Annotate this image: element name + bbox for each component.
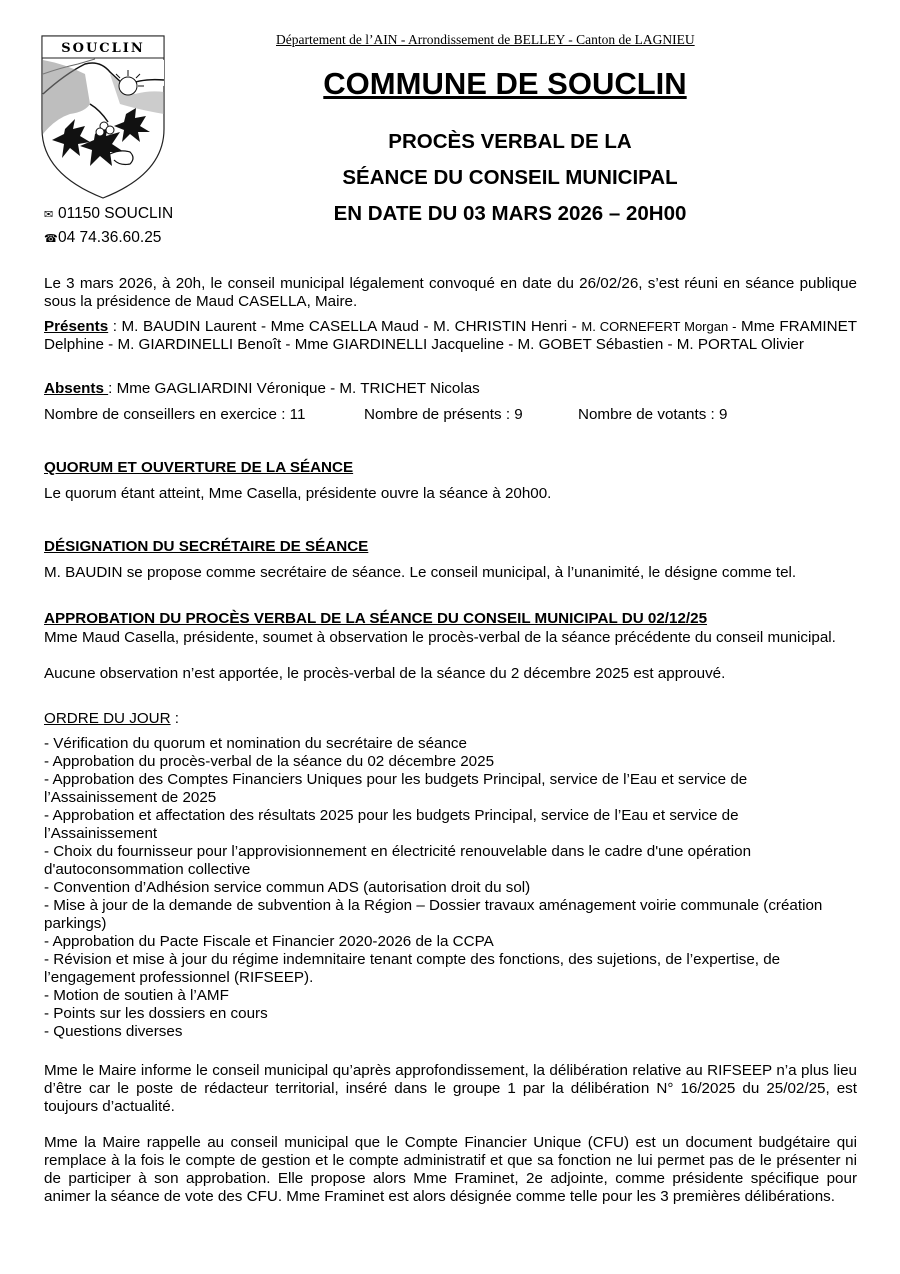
secretary-text: M. BAUDIN se propose comme secrétaire de séance. Le conseil municipal, à l’unanimité, le désigne comme tel. (44, 564, 797, 581)
page-title: COMMUNE DE SOUCLIN (323, 66, 687, 101)
present-paragraph (44, 318, 857, 354)
phone-text: 04 74.36.60.25 (58, 229, 162, 246)
count-present: Nombre de présents : 9 (364, 406, 523, 423)
agenda-list (44, 735, 844, 1041)
address-line (44, 205, 173, 224)
agenda-heading (44, 710, 179, 727)
intro-paragraph: Le 3 mars 2026, à 20h, le conseil municipal légalement convoqué en date du 26/02/26, s’est réuni en séance publique sous la présidence de Maud CASELLA, Maire. (44, 275, 857, 310)
commune-logo (40, 34, 166, 200)
agenda-title: ORDRE DU JOUR (44, 710, 171, 727)
agenda-item: - Points sur les dossiers en cours (44, 1005, 268, 1022)
agenda-item: - Vérification du quorum et nomination du secrétaire de séance (44, 735, 467, 752)
approval-heading: APPROBATION DU PROCÈS VERBAL DE LA SÉANCE DU CONSEIL MUNICIPAL DU 02/12/25 (44, 610, 708, 627)
agenda-item: - Approbation du Pacte Fiscale et Financier 2020-2026 de la CCPA (44, 933, 494, 950)
cfu-note: Mme la Maire rappelle au conseil municipal que le Compte Financier Unique (CFU) est un document budgétaire qui remplace à la fois le compte de gestion et le compte administratif et que sa fonction ne lui permet pas de le présenter ni de participer à son approbation. Elle propose alors Mme Framinet, 2e adjointe, comme présidente spécifique pour animer la séance de vote des CFU. Mme Framinet est alors désignée comme telle pour les 3 premières délibérations. (44, 1134, 857, 1205)
envelope-icon: ✉ (44, 208, 54, 221)
count-voters: Nombre de votants : 9 (578, 406, 728, 423)
approval-text-2: Aucune observation n’est apportée, le procès-verbal de la séance du 2 décembre 2025 est approuvé. (44, 665, 726, 682)
agenda-title-suffix: : (170, 710, 180, 727)
agenda-item: - Convention d’Adhésion service commun ADS (autorisation droit du sol) (44, 879, 531, 896)
address-text: 01150 SOUCLIN (58, 205, 174, 222)
department-line: Département de l’AIN - Arrondissement de BELLEY - Canton de LAGNIEU (276, 32, 695, 47)
phone-line (44, 229, 161, 248)
phone-icon: ☎ (44, 232, 58, 245)
pv-title-line-3: EN DATE DU 03 MARS 2026 – 20H00 (333, 202, 687, 225)
pv-title-line-2: SÉANCE DU CONSEIL MUNICIPAL (342, 166, 678, 189)
secretary-heading: DÉSIGNATION DU SECRÉTAIRE DE SÉANCE (44, 538, 369, 555)
present-list-b: Mme FRAMINET Delphine - M. GIARDINELLI Benoît - Mme GIARDINELLI Jacqueline - M. GOBET Sébastien - M. PORTAL Olivier (44, 318, 857, 353)
agenda-item: - Motion de soutien à l’AMF (44, 987, 229, 1004)
present-list-small: M. CORNEFERT Morgan - (581, 319, 737, 334)
absent-label: Absents (44, 380, 109, 397)
agenda-item: - Approbation du procès-verbal de la séance du 02 décembre 2025 (44, 753, 495, 770)
quorum-heading: QUORUM ET OUVERTURE DE LA SÉANCE (44, 459, 354, 476)
agenda-item: - Approbation et affectation des résultats 2025 pour les budgets Principal, service de l’Eau et service de l’Assainissement (44, 807, 739, 842)
agenda-item: - Choix du fournisseur pour l’approvisionnement en électricité renouvelable dans le cadre d'une opération d'autoconsommation collective (44, 843, 752, 878)
agenda-item: - Approbation des Comptes Financiers Uniques pour les budgets Principal, service de l’Eau et service de l’Assainissement de 2025 (44, 771, 748, 806)
pv-title-line-1: PROCÈS VERBAL DE LA (388, 130, 632, 153)
agenda-item: - Questions diverses (44, 1023, 183, 1040)
present-list-a: : M. BAUDIN Laurent - Mme CASELLA Maud - M. CHRISTIN Henri - (108, 318, 582, 335)
present-label: Présents (44, 318, 109, 335)
absent-paragraph (44, 380, 857, 398)
agenda-item: - Révision et mise à jour du régime indemnitaire tenant compte des fonctions, des sujetions, de l’expertise, de l’engagement professionnel (RIFSEEP). (44, 951, 781, 986)
quorum-text: Le quorum étant atteint, Mme Casella, présidente ouvre la séance à 20h00. (44, 485, 552, 502)
agenda-item: - Mise à jour de la demande de subvention à la Région – Dossier travaux aménagement voirie communale (création parkings) (44, 897, 823, 932)
rifseep-note: Mme le Maire informe le conseil municipal qu’après approfondissement, la délibération relative au RIFSEEP n’a plus lieu d’être car le poste de rédacteur territorial, inséré dans le groupe 1 par la délibération N° 16/2025 du 25/02/25, est toujours d’actualité. (44, 1062, 857, 1115)
logo-text: SOUCLIN (61, 41, 145, 56)
approval-text-1: Mme Maud Casella, présidente, soumet à observation le procès-verbal de la séance précédente du conseil municipal. (44, 629, 836, 646)
absent-list: : Mme GAGLIARDINI Véronique - M. TRICHET Nicolas (108, 380, 480, 397)
count-in-office: Nombre de conseillers en exercice : 11 (44, 406, 306, 423)
